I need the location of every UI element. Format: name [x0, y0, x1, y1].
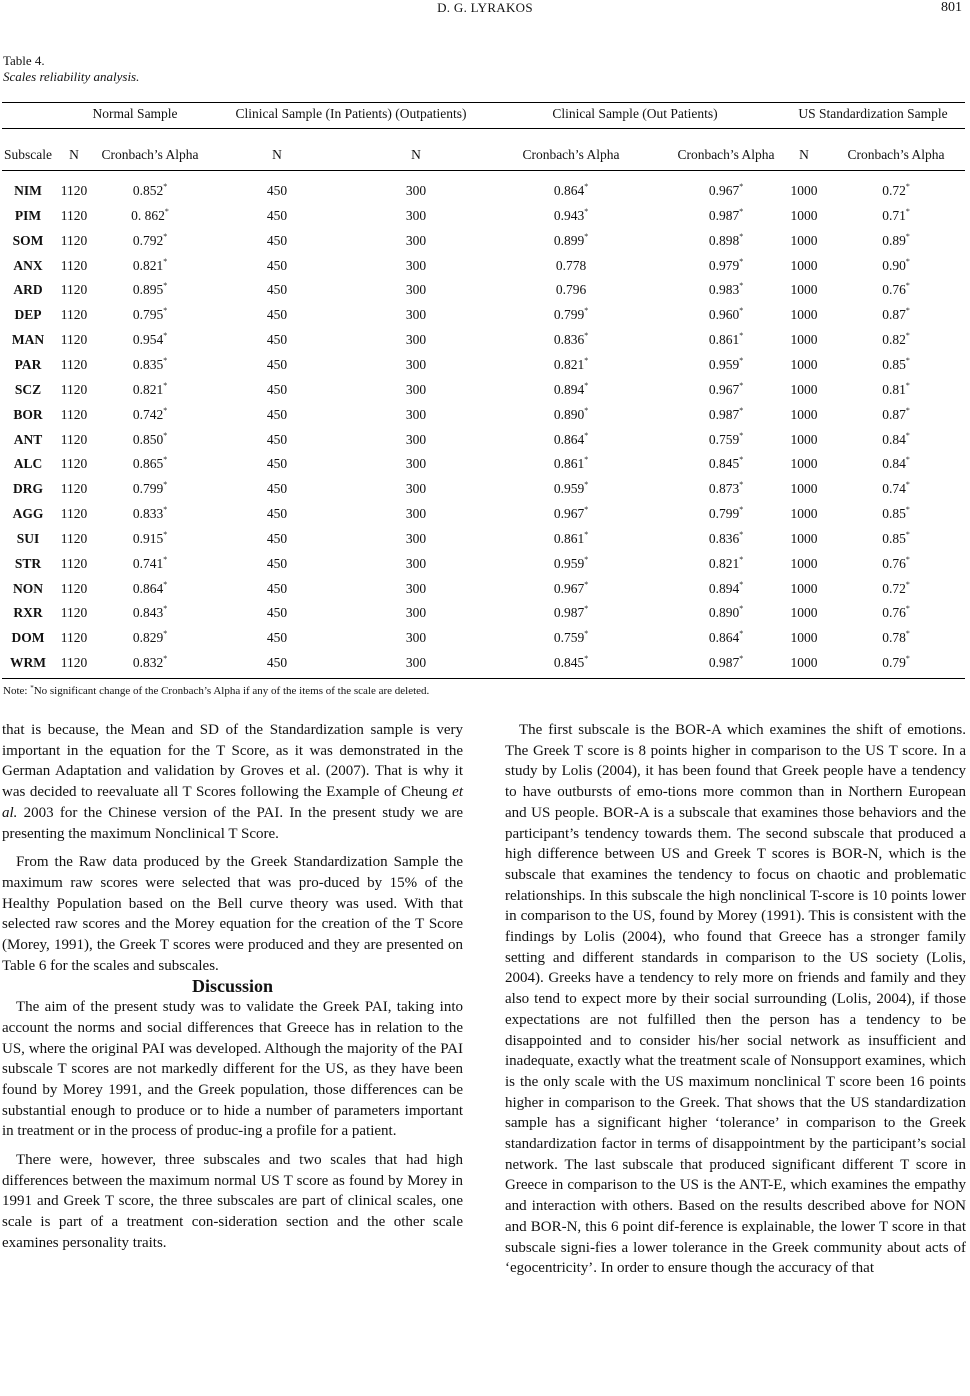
table-cell: 0.76*: [882, 281, 910, 298]
table-cell: 450: [266, 232, 288, 248]
subscale-name: NIM: [14, 183, 42, 198]
table-cell: 0.799*: [553, 306, 589, 323]
table-cell: 1120: [60, 232, 88, 248]
significance-asterisk: *: [739, 455, 744, 465]
table-cell: 450: [266, 406, 288, 422]
table-cell: 0.741*: [132, 554, 168, 571]
paragraph: The aim of the present study was to validate the Greek PAI, taking into account the norms and social differences that Greece has in relation to the US, where the original PAI was developed. Although the majority of the PAI subscale T scores are not markedly different for the US, as they have been found by Morey 1991, and the Greek population, those differences can be substantial enough to produce or to hide a number of parameters important in treatment or in the process of produc-ing a profile for a patient.: [2, 999, 463, 1140]
table-cell: 0.861*: [553, 529, 589, 546]
table-cell: 0.943*: [553, 206, 589, 223]
subscale-name: DRG: [13, 481, 43, 497]
significance-asterisk: *: [584, 182, 589, 191]
significance-asterisk: *: [739, 182, 744, 191]
significance-asterisk: *: [905, 554, 910, 564]
table-cell: 450: [266, 356, 288, 372]
significance-asterisk: *: [584, 231, 589, 241]
table-cell: 450: [266, 282, 288, 298]
significance-asterisk: *: [905, 654, 910, 664]
table-cell: 1120: [60, 356, 88, 372]
significance-asterisk: *: [163, 554, 168, 564]
significance-asterisk: *: [905, 206, 910, 216]
table-cell: 1000: [790, 207, 818, 223]
significance-asterisk: *: [739, 480, 744, 490]
table-cell: 0.864*: [708, 629, 744, 646]
table-cell: 0.987*: [708, 654, 744, 671]
significance-asterisk: *: [584, 629, 589, 639]
subscale-name: STR: [14, 555, 42, 571]
table-cell: 0.90*: [882, 256, 910, 273]
table-cell: 1000: [790, 530, 818, 546]
table-cell: 1120: [60, 207, 88, 223]
table-top-rule: [2, 102, 965, 103]
significance-asterisk: *: [584, 604, 589, 614]
table-cell: 450: [266, 257, 288, 273]
table-bottom-rule: [2, 678, 965, 679]
significance-asterisk: *: [163, 380, 168, 390]
significance-asterisk: *: [739, 206, 744, 216]
significance-asterisk: *: [739, 529, 744, 539]
subscale-name: DOM: [11, 630, 45, 646]
significance-asterisk: *: [905, 306, 910, 316]
significance-asterisk: *: [163, 256, 168, 266]
table-group-rule: [2, 128, 965, 129]
paragraph: The first subscale is the BOR-A which examines the shift of emotions. The Greek T score is 8 points higher in comparison to the US T score. In a study by Lolis (2004), it has been found that Greek people have a tendency to have outbursts of emo-tions more common than in Northern European and US people. BOR-A is a subscale that examines those behaviors and the participant’s tendency towards them. The second subscale that produced a high difference between US and Greek T scores is BOR-N, which is the subscale that examines the tendency to focus on chaotic and problematic relationships. In this subscale the high nonclinical T-score is 10 points lower in comparison to the US, found by Morey (1991). This is consistent with the findings by Lolis (2004), who found that Greece has a stronger family setting and different standards in comparison to the US society (Lolis, 2004). Greeks have a tendency to rely more on friends and family and they also tend to expect more by their social surrounding (Lolis, 2004), if those expectations are not fulfilled then the person has a tendency to be disappointed and to consider his/her social network as insufficient and inadequate, exactly what the treatment scale of Nonsupport examines, which is the only scale with the US maximum nonclinical T score been 16 points higher in comparison to the Greek. That shows that the US standardization sample has a significant higher ‘tolerance’ in comparison to the Greek standardization factor in terms of disappointment by the participant’s social network. The last subscale that produced significant different T score in Greece in comparison to the US is the ANT-E, which examines the empathy and interaction with others. Based on the results described above for NON and BOR-N, this 6 point dif-ference is explainable, the lower T score in that subscale signi-fies a lower tolerance in the Greek community about acts of ‘egocentricity’. In order to ensure though the accuracy of that: [505, 722, 966, 1277]
significance-asterisk: *: [739, 405, 744, 415]
table-cell: 1120: [60, 481, 88, 497]
significance-asterisk: *: [584, 380, 589, 390]
significance-asterisk: *: [739, 256, 744, 266]
significance-asterisk: *: [584, 529, 589, 539]
significance-asterisk: *: [584, 654, 589, 664]
subscale-name: DEP: [14, 307, 42, 323]
significance-asterisk: *: [584, 306, 589, 316]
table-cell: 450: [266, 481, 288, 497]
subscale-name: BOR: [13, 406, 43, 422]
table-cell: 0.76*: [882, 554, 910, 571]
table-cell: 1120: [60, 381, 88, 397]
subscale-name: RXR: [13, 605, 43, 621]
table-cell: 0.835*: [132, 355, 168, 372]
table-cell: 0.81*: [882, 380, 910, 397]
significance-asterisk: *: [163, 182, 168, 191]
table-cell: 1120: [60, 555, 88, 571]
table-cell: 0.865*: [132, 455, 168, 472]
table-cell: 1000: [790, 506, 818, 522]
table-cell: 0.85*: [882, 505, 910, 522]
table-cell: 0.915*: [132, 529, 168, 546]
significance-asterisk: *: [739, 430, 744, 440]
table-header-rule: [2, 170, 965, 171]
table-cell: 1120: [60, 655, 88, 671]
significance-asterisk: *: [163, 281, 168, 291]
left-column: [2, 720, 463, 1254]
table-cell: 1120: [60, 406, 88, 422]
table-cell: 0.82*: [882, 331, 910, 348]
significance-asterisk: *: [584, 355, 589, 365]
table-cell: 0.850*: [132, 430, 168, 447]
significance-asterisk: *: [163, 455, 168, 465]
significance-asterisk: *: [163, 405, 168, 415]
table-cell: 0.821*: [553, 355, 589, 372]
table-cell: 300: [405, 307, 427, 323]
table-cell: 0.821*: [132, 380, 168, 397]
subscale-name: PIM: [14, 207, 42, 223]
table-cell: 1000: [790, 431, 818, 447]
table-cell: 0.87*: [882, 405, 910, 422]
significance-asterisk: *: [905, 529, 910, 539]
table-cell: 1120: [60, 431, 88, 447]
significance-asterisk: *: [739, 281, 744, 291]
group-header: Normal Sample: [92, 106, 178, 121]
table-cell: 1120: [60, 307, 88, 323]
column-header: N: [272, 147, 282, 162]
table-cell: 300: [405, 232, 427, 248]
significance-asterisk: *: [164, 206, 169, 216]
table-cell: 450: [266, 555, 288, 571]
table-cell: 1000: [790, 580, 818, 596]
significance-asterisk: *: [163, 579, 168, 589]
table-cell: 0.987*: [553, 604, 589, 621]
significance-asterisk: *: [905, 355, 910, 365]
table-cell: 450: [266, 381, 288, 397]
significance-asterisk: *: [739, 604, 744, 614]
significance-asterisk: *: [739, 505, 744, 515]
table-cell: 300: [405, 332, 427, 348]
significance-asterisk: *: [905, 480, 910, 490]
significance-asterisk: *: [584, 430, 589, 440]
significance-asterisk: *: [905, 455, 910, 465]
column-header: N: [411, 147, 421, 162]
table-cell: 450: [266, 183, 288, 198]
subscale-name: ANX: [13, 257, 43, 273]
significance-asterisk: *: [905, 182, 910, 191]
table-cell: 0.890*: [708, 604, 744, 621]
significance-asterisk: *: [584, 554, 589, 564]
significance-asterisk: *: [739, 654, 744, 664]
table-cell: 1120: [60, 183, 88, 198]
table-cell: 0.829*: [132, 629, 168, 646]
table-cell: 0. 862*: [131, 206, 169, 223]
table-cell: 0.979*: [708, 256, 744, 273]
table-cell: 300: [405, 456, 427, 472]
table-cell: 1000: [790, 257, 818, 273]
table-cell: 0.864*: [553, 430, 589, 447]
significance-asterisk: *: [163, 529, 168, 539]
table-cell: 0.78*: [882, 629, 910, 646]
table-cell: 0.742*: [132, 405, 168, 422]
column-header: Cronbach’s Alpha: [522, 147, 620, 162]
table-caption: Scales reliability analysis.: [3, 69, 140, 84]
table-cell: 300: [405, 506, 427, 522]
table-cell: 1120: [60, 605, 88, 621]
significance-asterisk: *: [163, 355, 168, 365]
significance-asterisk: *: [163, 629, 168, 639]
significance-asterisk: *: [163, 231, 168, 241]
right-column: [505, 720, 966, 1279]
significance-asterisk: *: [163, 331, 168, 341]
table-cell: 450: [266, 332, 288, 348]
table-cell: 1120: [60, 580, 88, 596]
table-cell: 300: [405, 655, 427, 671]
table-cell: 1120: [60, 332, 88, 348]
subscale-name: MAN: [11, 332, 45, 348]
column-header: Cronbach’s Alpha: [101, 147, 199, 162]
table-cell: 0.894*: [553, 380, 589, 397]
table-cell: 1000: [790, 630, 818, 646]
significance-asterisk: *: [739, 306, 744, 316]
table-cell: 0.899*: [553, 231, 589, 248]
table-cell: 450: [266, 630, 288, 646]
table-cell: 300: [405, 555, 427, 571]
significance-asterisk: *: [584, 579, 589, 589]
significance-asterisk: *: [739, 554, 744, 564]
table-cell: 0.960*: [708, 306, 744, 323]
table-cell: 0.799*: [132, 480, 168, 497]
table-cell: 0.845*: [553, 654, 589, 671]
table-cell: 0.84*: [882, 455, 910, 472]
table-cell: 450: [266, 580, 288, 596]
subscale-name: SOM: [12, 232, 44, 248]
significance-asterisk: *: [905, 505, 910, 515]
significance-asterisk: *: [163, 480, 168, 490]
table-cell: 1000: [790, 655, 818, 671]
significance-asterisk: *: [905, 579, 910, 589]
subscale-name: ARD: [13, 282, 43, 298]
table-cell: 0.799*: [708, 505, 744, 522]
table-cell: 0.864*: [553, 182, 589, 198]
significance-asterisk: *: [905, 629, 910, 639]
table-cell: 300: [405, 431, 427, 447]
significance-asterisk: *: [163, 654, 168, 664]
table-cell: 1000: [790, 356, 818, 372]
subscale-name: ANT: [13, 431, 43, 447]
table-cell: 0.861*: [553, 455, 589, 472]
significance-asterisk: *: [905, 405, 910, 415]
significance-asterisk: *: [584, 480, 589, 490]
table-cell: 1000: [790, 232, 818, 248]
table-cell: 0.72*: [882, 182, 910, 198]
table-cell: 0.89*: [882, 231, 910, 248]
significance-asterisk: *: [905, 331, 910, 341]
group-header: US Standardization Sample: [798, 106, 948, 121]
subscale-name: ALC: [13, 456, 43, 472]
table-cell: 0.864*: [132, 579, 168, 596]
table-cell: 1120: [60, 456, 88, 472]
table-cell: 0.954*: [132, 331, 168, 348]
table-cell: 0.987*: [708, 405, 744, 422]
note-text: No significant change of the Cronbach’s Alpha if any of the items of the scale are deleted.: [33, 685, 430, 697]
table-cell: 0.759*: [708, 430, 744, 447]
table-cell: 1000: [790, 555, 818, 571]
table-cell: 0.833*: [132, 505, 168, 522]
table-cell: 300: [405, 381, 427, 397]
table-cell: 0.72*: [882, 579, 910, 596]
table-note: [3, 684, 429, 697]
table-cell: 300: [405, 530, 427, 546]
table-cell: 0.71*: [882, 206, 910, 223]
table-cell: 0.873*: [708, 480, 744, 497]
significance-asterisk: *: [739, 579, 744, 589]
table-cell: 1120: [60, 506, 88, 522]
table-cell: 300: [405, 257, 427, 273]
significance-asterisk: *: [584, 455, 589, 465]
table-cell: 0.84*: [882, 430, 910, 447]
table-cell: 0.795*: [132, 306, 168, 323]
table-cell: 0.792*: [132, 231, 168, 248]
table-cell: 0.796: [555, 282, 587, 298]
significance-asterisk: *: [739, 331, 744, 341]
running-title: D. G. LYRAKOS: [437, 0, 533, 15]
table-cell: 0.821*: [132, 256, 168, 273]
subscale-name: SCZ: [14, 381, 42, 397]
table-cell: 0.843*: [132, 604, 168, 621]
table-cell: 0.832*: [132, 654, 168, 671]
significance-asterisk: *: [584, 505, 589, 515]
table-cell: 1000: [790, 481, 818, 497]
table-cell: 1000: [790, 307, 818, 323]
significance-asterisk: *: [739, 355, 744, 365]
table-cell: 0.890*: [553, 405, 589, 422]
significance-asterisk: *: [584, 206, 589, 216]
table-cell: 1120: [60, 282, 88, 298]
table-cell: 300: [405, 406, 427, 422]
table-cell: 450: [266, 307, 288, 323]
group-header: Clinical Sample (Out Patients): [552, 106, 718, 121]
table-cell: 0.983*: [708, 281, 744, 298]
table-cell: 0.852*: [132, 182, 168, 198]
column-header: Cronbach’s Alpha: [847, 147, 945, 162]
table-cell: 0.845*: [708, 455, 744, 472]
paragraph: There were, however, three subscales and two scales that had high differences between the maximum normal US T score as found by Morey in 1991 and Greek T score, the three subscales are part of clinical scales, one scale is part of a treatment con-sideration section and the other scale examines personality traits.: [2, 1152, 463, 1251]
table-cell: 1000: [790, 332, 818, 348]
significance-asterisk: *: [905, 256, 910, 266]
table-cell: 450: [266, 431, 288, 447]
significance-asterisk: *: [584, 331, 589, 341]
table-cell: 0.959*: [553, 554, 589, 571]
table-cell: 0.778: [555, 257, 587, 273]
significance-asterisk: *: [739, 380, 744, 390]
table-cell: 450: [266, 530, 288, 546]
subscale-name: AGG: [12, 506, 44, 522]
table-cell: 0.85*: [882, 529, 910, 546]
subscale-name: NON: [13, 580, 43, 596]
significance-asterisk: *: [905, 430, 910, 440]
table-cell: 300: [405, 207, 427, 223]
table-cell: 300: [405, 605, 427, 621]
significance-asterisk: *: [739, 231, 744, 241]
table-cell: 0.898*: [708, 231, 744, 248]
table-cell: 1000: [790, 282, 818, 298]
table-cell: 1120: [60, 257, 88, 273]
note-asterisk: *: [30, 684, 34, 692]
table-cell: 0.967*: [708, 182, 744, 198]
table-cell: 1120: [60, 630, 88, 646]
table-label: Table 4.: [3, 53, 45, 68]
subscale-name: WRM: [10, 655, 46, 671]
table-cell: 1000: [790, 406, 818, 422]
table-cell: 0.836*: [553, 331, 589, 348]
table-cell: 0.79*: [882, 654, 910, 671]
table-cell: 450: [266, 655, 288, 671]
table-cell: 0.967*: [708, 380, 744, 397]
table-cell: 0.861*: [708, 331, 744, 348]
significance-asterisk: *: [739, 629, 744, 639]
table-cell: 1000: [790, 183, 818, 198]
table-cell: 0.836*: [708, 529, 744, 546]
table-cell: 1000: [790, 605, 818, 621]
page-number: 801: [941, 0, 962, 15]
table-cell: 0.987*: [708, 206, 744, 223]
table-cell: 1000: [790, 456, 818, 472]
table-cell: 0.821*: [708, 554, 744, 571]
significance-asterisk: *: [163, 306, 168, 316]
table-cell: 0.85*: [882, 355, 910, 372]
table-cell: 300: [405, 481, 427, 497]
column-header: N: [69, 147, 79, 162]
table-cell: 0.87*: [882, 306, 910, 323]
table-cell: 450: [266, 456, 288, 472]
table-cell: 300: [405, 630, 427, 646]
significance-asterisk: *: [905, 604, 910, 614]
significance-asterisk: *: [163, 430, 168, 440]
table-cell: 450: [266, 605, 288, 621]
table-cell: 300: [405, 580, 427, 596]
table-cell: 300: [405, 356, 427, 372]
significance-asterisk: *: [584, 405, 589, 415]
table-cell: 450: [266, 207, 288, 223]
paragraph: that is because, the Mean and SD of the Standardization sample is very important in the equation for the T Score, as it was demonstrated in the German Adaptation and validation by Groves et al. (2007). That is why it was decided to reevaluate all T Scores following the Example of Cheung et al. 2003 for the Chinese version of the PAI. In the present study we are presenting the maximum Nonclinical T Score.: [2, 722, 463, 842]
subscale-name: PAR: [14, 356, 42, 372]
table-cell: 0.76*: [882, 604, 910, 621]
table-cell: 0.967*: [553, 579, 589, 596]
table-cell: 0.74*: [882, 480, 910, 497]
table-cell: 0.894*: [708, 579, 744, 596]
note-prefix: Note:: [3, 685, 31, 697]
table-cell: 1120: [60, 530, 88, 546]
table-cell: 0.895*: [132, 281, 168, 298]
table-cell: 0.967*: [553, 505, 589, 522]
column-header: Subscale: [4, 147, 52, 162]
subscale-name: SUI: [16, 530, 40, 546]
significance-asterisk: *: [163, 604, 168, 614]
group-header: Clinical Sample (In Patients) (Outpatients): [235, 106, 467, 121]
table-cell: 0.759*: [553, 629, 589, 646]
table-cell: 300: [405, 183, 427, 198]
table-cell: 300: [405, 282, 427, 298]
section-heading: Discussion: [191, 976, 274, 997]
paragraph: From the Raw data produced by the Greek Standardization Sample the maximum raw scores were selected that was pro-duced by 15% of the Healthy Population based on the Bell curve theory was used. With that selected raw scores and the Morey equation for the creation of the T Score (Morey, 1991), the Greek T scores were produced and they are presented on Table 6 for the scales and subscales.: [2, 854, 463, 974]
table-cell: 0.959*: [708, 355, 744, 372]
table-cell: 450: [266, 506, 288, 522]
column-header: Cronbach’s Alpha: [677, 147, 775, 162]
significance-asterisk: *: [905, 231, 910, 241]
significance-asterisk: *: [163, 505, 168, 515]
significance-asterisk: *: [905, 281, 910, 291]
significance-asterisk: *: [905, 380, 910, 390]
table-cell: 0.959*: [553, 480, 589, 497]
table-cell: 1000: [790, 381, 818, 397]
column-header: N: [799, 147, 809, 162]
